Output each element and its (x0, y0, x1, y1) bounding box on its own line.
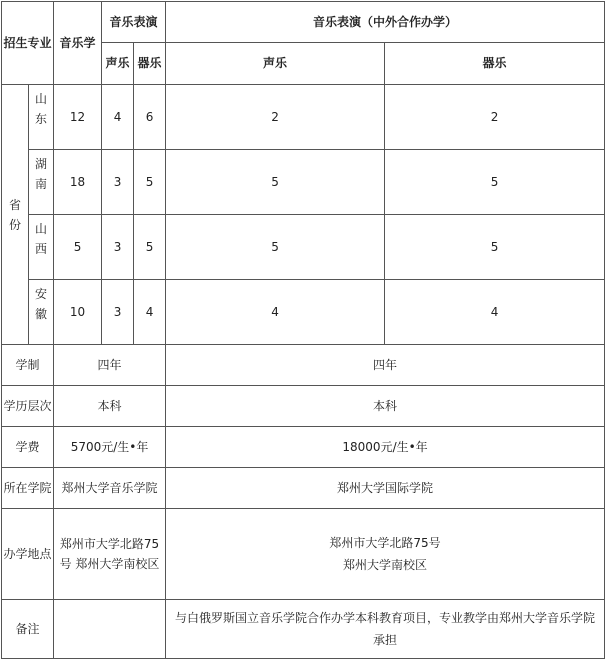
instrumental-header: 器乐 (134, 43, 166, 85)
vocal-quota: 3 (102, 280, 134, 345)
table-row (2, 215, 605, 280)
duration-coop: 四年 (166, 345, 605, 386)
location-row (2, 509, 605, 600)
music-studies-quota: 5 (54, 215, 102, 280)
music-performance-header: 音乐表演 (102, 2, 166, 43)
vocal-header: 声乐 (102, 43, 134, 85)
vocal-quota: 4 (102, 85, 134, 150)
instrumental-quota: 5 (134, 215, 166, 280)
music-studies-quota: 12 (54, 85, 102, 150)
province-label: 省份 (2, 85, 29, 345)
coop-instrumental-quota: 4 (385, 280, 605, 345)
province-name: 湖南 (29, 150, 54, 215)
tuition-regular: 5700元/生•年 (54, 427, 166, 468)
duration-regular: 四年 (54, 345, 166, 386)
coop-instrumental-quota: 5 (385, 215, 605, 280)
remarks-regular (54, 600, 166, 659)
vocal-quota: 3 (102, 150, 134, 215)
coop-vocal-quota: 5 (166, 150, 385, 215)
college-regular: 郑州大学音乐学院 (54, 468, 166, 509)
music-studies-quota: 18 (54, 150, 102, 215)
instrumental-quota: 5 (134, 150, 166, 215)
coop-vocal-quota: 4 (166, 280, 385, 345)
college-coop: 郑州大学国际学院 (166, 468, 605, 509)
province-name: 山西 (29, 215, 54, 280)
level-row (2, 386, 605, 427)
coop-instrumental-quota: 5 (385, 150, 605, 215)
music-performance-coop-header: 音乐表演（中外合作办学） (166, 2, 605, 43)
level-coop: 本科 (166, 386, 605, 427)
location-coop-line1: 郑州市大学北路75号 (329, 536, 441, 550)
table-row (2, 280, 605, 345)
province-name: 山东 (29, 85, 54, 150)
duration-row (2, 345, 605, 386)
remarks-row (2, 600, 605, 659)
tuition-row (2, 427, 605, 468)
remarks-label: 备注 (2, 600, 54, 659)
location-coop-line2: 郑州大学南校区 (343, 558, 428, 572)
coop-vocal-quota: 2 (166, 85, 385, 150)
college-label: 所在学院 (2, 468, 54, 509)
location-regular: 郑州市大学北路75号 郑州大学南校区 (54, 509, 166, 600)
table-row (2, 150, 605, 215)
vocal-quota: 3 (102, 215, 134, 280)
remarks-coop: 与白俄罗斯国立音乐学院合作办学本科教育项目，专业教学由郑州大学音乐学院承担 (166, 600, 605, 659)
duration-label: 学制 (2, 345, 54, 386)
level-regular: 本科 (54, 386, 166, 427)
province-name: 安徽 (29, 280, 54, 345)
coop-instrumental-quota: 2 (385, 85, 605, 150)
table-row (2, 85, 605, 150)
level-label: 学历层次 (2, 386, 54, 427)
major-header: 招生专业 (2, 2, 54, 85)
music-studies-header: 音乐学 (54, 2, 102, 85)
tuition-coop: 18000元/生•年 (166, 427, 605, 468)
coop-instrumental-header: 器乐 (385, 43, 605, 85)
instrumental-quota: 6 (134, 85, 166, 150)
admissions-table (1, 1, 605, 659)
location-coop (166, 509, 605, 600)
music-studies-quota: 10 (54, 280, 102, 345)
tuition-label: 学费 (2, 427, 54, 468)
coop-vocal-header: 声乐 (166, 43, 385, 85)
instrumental-quota: 4 (134, 280, 166, 345)
coop-vocal-quota: 5 (166, 215, 385, 280)
location-label: 办学地点 (2, 509, 54, 600)
college-row (2, 468, 605, 509)
